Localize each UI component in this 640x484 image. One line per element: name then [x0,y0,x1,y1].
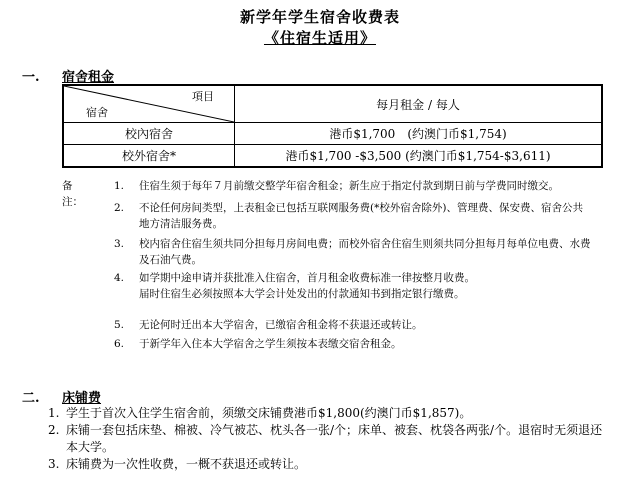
list-number: 3. [48,457,60,471]
note-text: 住宿生须于每年７月前缴交整学年宿舍租金；新生应于指定付款到期日前与学费同时缴交。 [139,180,559,192]
note-text: 如学期中途申请并获批准入住宿舍，首月租金收费标准一律按整月收费。 [139,272,475,284]
note-number: 5. [114,319,125,331]
note-number: 4. [114,272,125,284]
table-header-diagonal-cell [63,85,235,123]
section-heading-bedding [22,387,101,406]
section-title: 宿舍租金 [62,70,115,85]
note-text: 于新学年入住本大学宿舍之学生须按本表缴交宿舍租金。 [139,338,402,350]
rent-cell: 港币$1,700 (约澳门币$1,754) [235,123,603,145]
room-type-cell: 校外宿舍* [63,145,235,167]
list-text: 本大学。 [66,440,115,454]
note-text: 届时住宿生必须按照本大学会计处发出的付款通知书到指定银行缴费。 [139,288,465,300]
header-room-label: 宿舍 [86,106,108,119]
header-item-label: 項目 [192,90,214,103]
table-row [63,123,602,145]
list-text: 床铺一套包括床垫、棉被、冷气被芯、枕头各一张/个；床单、被套、枕袋各两张/个。退宿时无须退还 [66,423,603,437]
list-text: 学生于首次入住学生宿舍前，须缴交床铺费港币$1,800(约澳门币$1,857)。 [66,406,472,420]
rent-table [62,84,603,168]
note-number: 3. [114,238,125,250]
note-text: 及石油气费。 [139,254,202,266]
section-number: 一. [22,70,40,85]
section-number: 二. [22,391,40,406]
list-text: 床铺费为一次性收费，一概不获退还或转让。 [66,457,307,471]
note-text: 校内宿舍住宿生须共同分担每月房间电费；而校外宿舍住宿生则须共同分担每月每单位电费、水费 [139,238,591,250]
list-number: 2. [48,423,60,437]
section-heading-rent [22,66,114,85]
notes-label: 备注： [62,180,83,208]
rent-cell: 港币$1,700 -$3,500 (约澳门币$1,754-$3,611) [235,145,603,167]
note-number: 1. [114,180,125,192]
room-type-cell: 校內宿舍 [63,123,235,145]
note-text: 地方清洁服务费。 [139,218,223,230]
note-text: 不论任何房间类型，上表租金已包括互联网服务费(*校外宿舍除外)、管理费、保安费、宿舍公共 [139,202,583,214]
note-number: 2. [114,202,125,214]
table-row [63,145,602,167]
header-rent-label: 每月租金 / 每人 [235,85,603,123]
page-subtitle: 《住宿生适用》 [263,29,376,47]
list-number: 1. [48,406,60,420]
note-text: 无论何时迁出本大学宿舍，已缴宿舍租金将不获退还或转让。 [139,319,423,331]
note-number: 6. [114,338,125,350]
page-title: 新学年学生宿舍收费表 [239,8,400,26]
section-title: 床铺费 [62,391,102,406]
